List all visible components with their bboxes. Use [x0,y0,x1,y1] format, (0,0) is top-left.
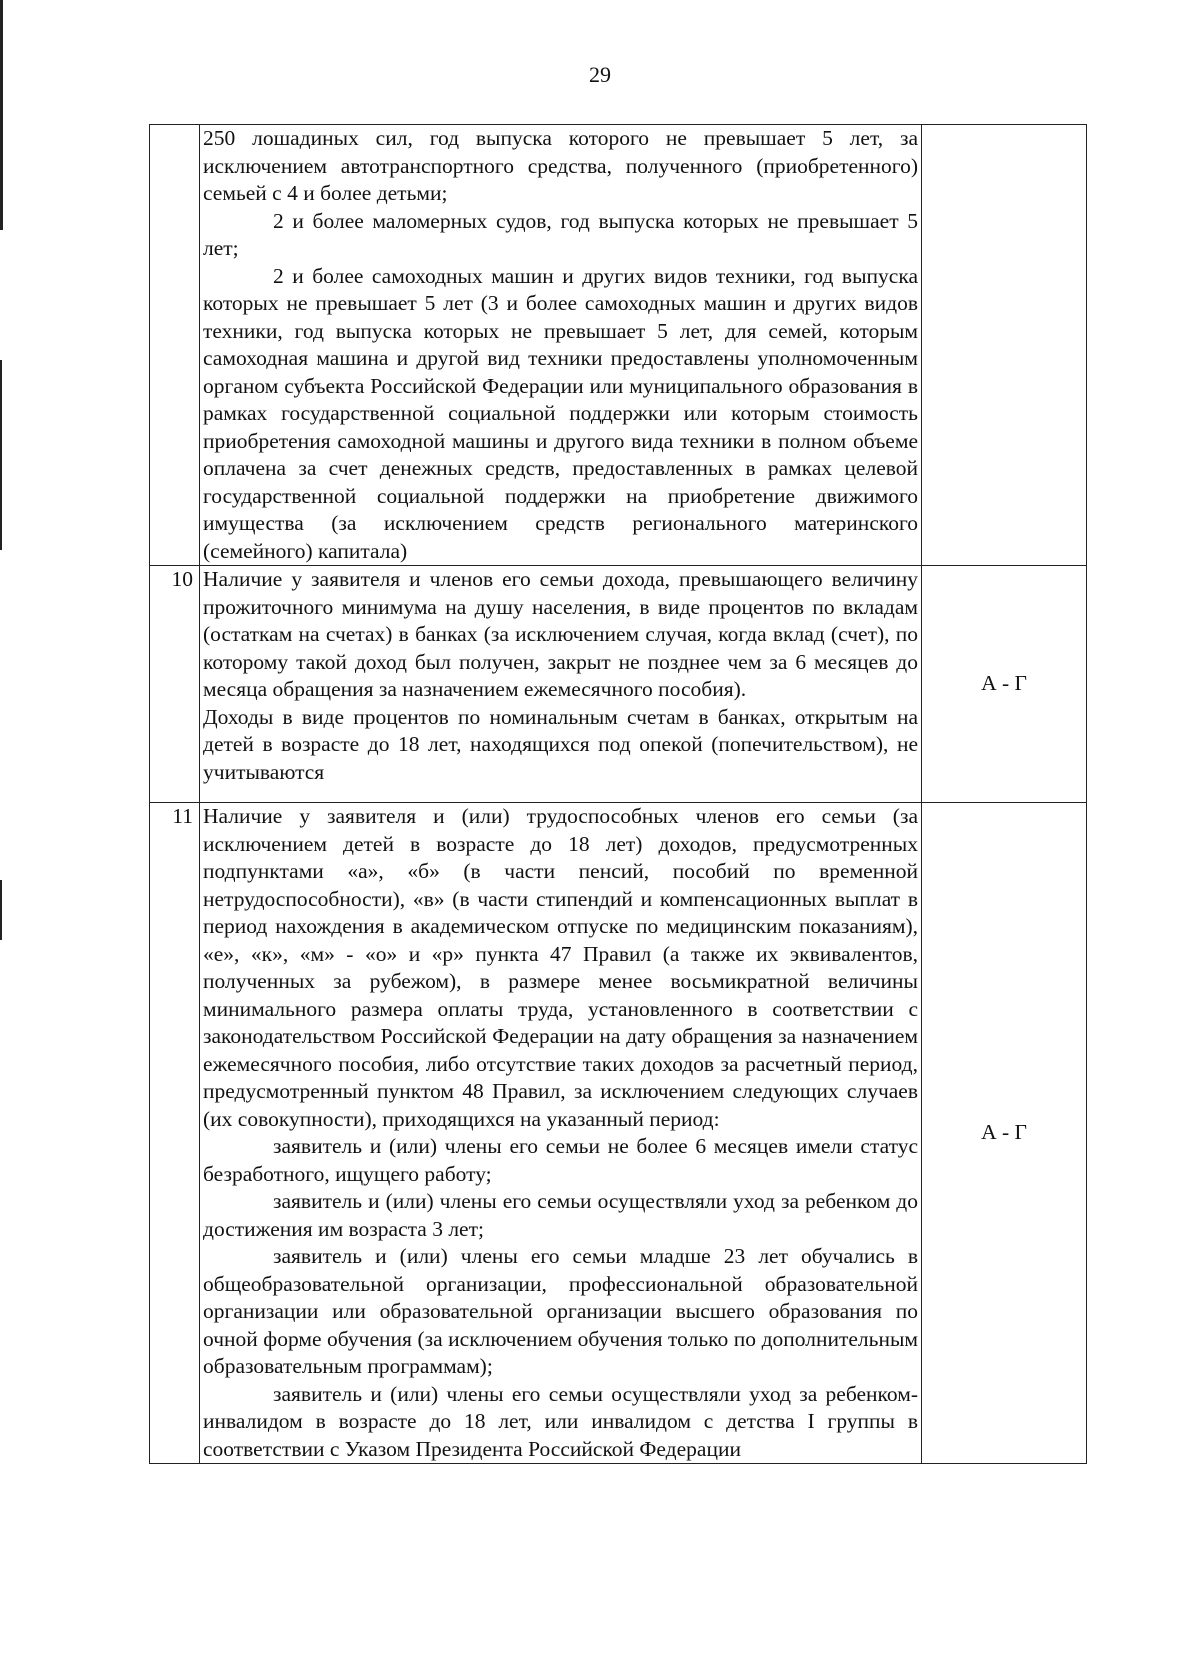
row-code [922,125,1087,566]
paragraph: заявитель и (или) члены его семьи не более 6 месяцев имели статус безработного, ищущего работу; [203,1134,918,1186]
row-code: А - Г [922,566,1087,803]
paragraph: заявитель и (или) члены его семьи осуществляли уход за ребенком до достижения им возраста 3 лет; [203,1189,918,1241]
row-number: 11 [150,803,200,1464]
row-description [200,566,922,803]
table-row [150,125,1087,566]
table-row [150,566,1087,803]
paragraph: Наличие у заявителя и членов его семьи дохода, превышающего величину прожиточного минимума на душу населения, в виде процентов по вкладам (остаткам на счетах) в банках (за исключением случая, когда вклад (счет), по которому такой доход был получен, закрыт не позднее чем за 6 месяцев до месяца обращения за назначением ежемесячного пособия). [203,567,918,701]
paragraph: заявитель и (или) члены его семьи осуществляли уход за ребенком-инвалидом в возрасте до 18 лет, или инвалидом с детства I группы в соответствии с Указом Президента Российской Федерации [203,1381,918,1461]
row-code: А - Г [922,803,1087,1464]
paragraph: 250 лошадиных сил, год выпуска которого не превышает 5 лет, за исключением автотранспортного средства, полученного (приобретенного) семьей с 4 и более детьми; [203,126,918,205]
paragraph: Наличие у заявителя и (или) трудоспособных членов его семьи (за исключением детей в возрасте до 18 лет) доходов, предусмотренных подпунктами «а», «б» (в части пенсий, пособий по временной нетрудоспособности), «в» (в части стипендий и компенсационных выплат в период нахождения в академическом отпуске по медицинским показаниям), «е», «к», «м» - «о» и «р» пункта 47 Правил (а также их эквивалентов, полученных за рубежом), в размере менее восьмикратной величины минимального размера оплаты труда, установленного в соответствии с законодательством Российской Федерации на дату обращения за назначением ежемесячного пособия, либо отсутствие таких доходов за расчетный период, предусмотренный пунктом 48 Правил, за исключением следующих случаев (их совокупности), приходящихся на указанный период: [203,804,918,1131]
paragraph: 2 и более самоходных машин и других видов техники, год выпуска которых не превышает 5 лет (3 и более самоходных машин и других видов техники, год выпуска которых не превышает 5 лет, для семей, которым самоходная машина и другой вид техники предоставлены уполномоченным органом субъекта Российской Федерации или муниципального образования в рамках государственной социальной поддержки или которым стоимость приобретения самоходной машины и другого вида техники в полном объеме оплачена за счет денежных средств, предоставленных в рамках целевой государственной социальной поддержки на приобретение движимого имущества (за исключением средств регионального материнского (семейного) капитала) [203,263,918,563]
page-number: 29 [589,62,611,87]
requirements-table [149,124,1087,1464]
row-number: 10 [150,566,200,803]
paragraph: заявитель и (или) члены его семьи младше 23 лет обучались в общеобразовательной организации, профессиональной образовательной организации или образовательной организации высшего образования по очной форме обучения (за исключением обучения только по дополнительным образовательным программам); [203,1244,918,1378]
row-number [150,125,200,566]
scan-artifact [0,360,2,550]
row-description [200,803,922,1464]
table-row [150,803,1087,1464]
scan-artifact [0,0,3,230]
paragraph: 2 и более маломерных судов, год выпуска которых не превышает 5 лет; [203,208,918,260]
scan-artifact [0,880,2,940]
row-description [200,125,922,566]
paragraph: Доходы в виде процентов по номинальным счетам в банках, открытым на детей в возрасте до 18 лет, находящихся под опекой (попечительством), не учитываются [203,704,918,784]
